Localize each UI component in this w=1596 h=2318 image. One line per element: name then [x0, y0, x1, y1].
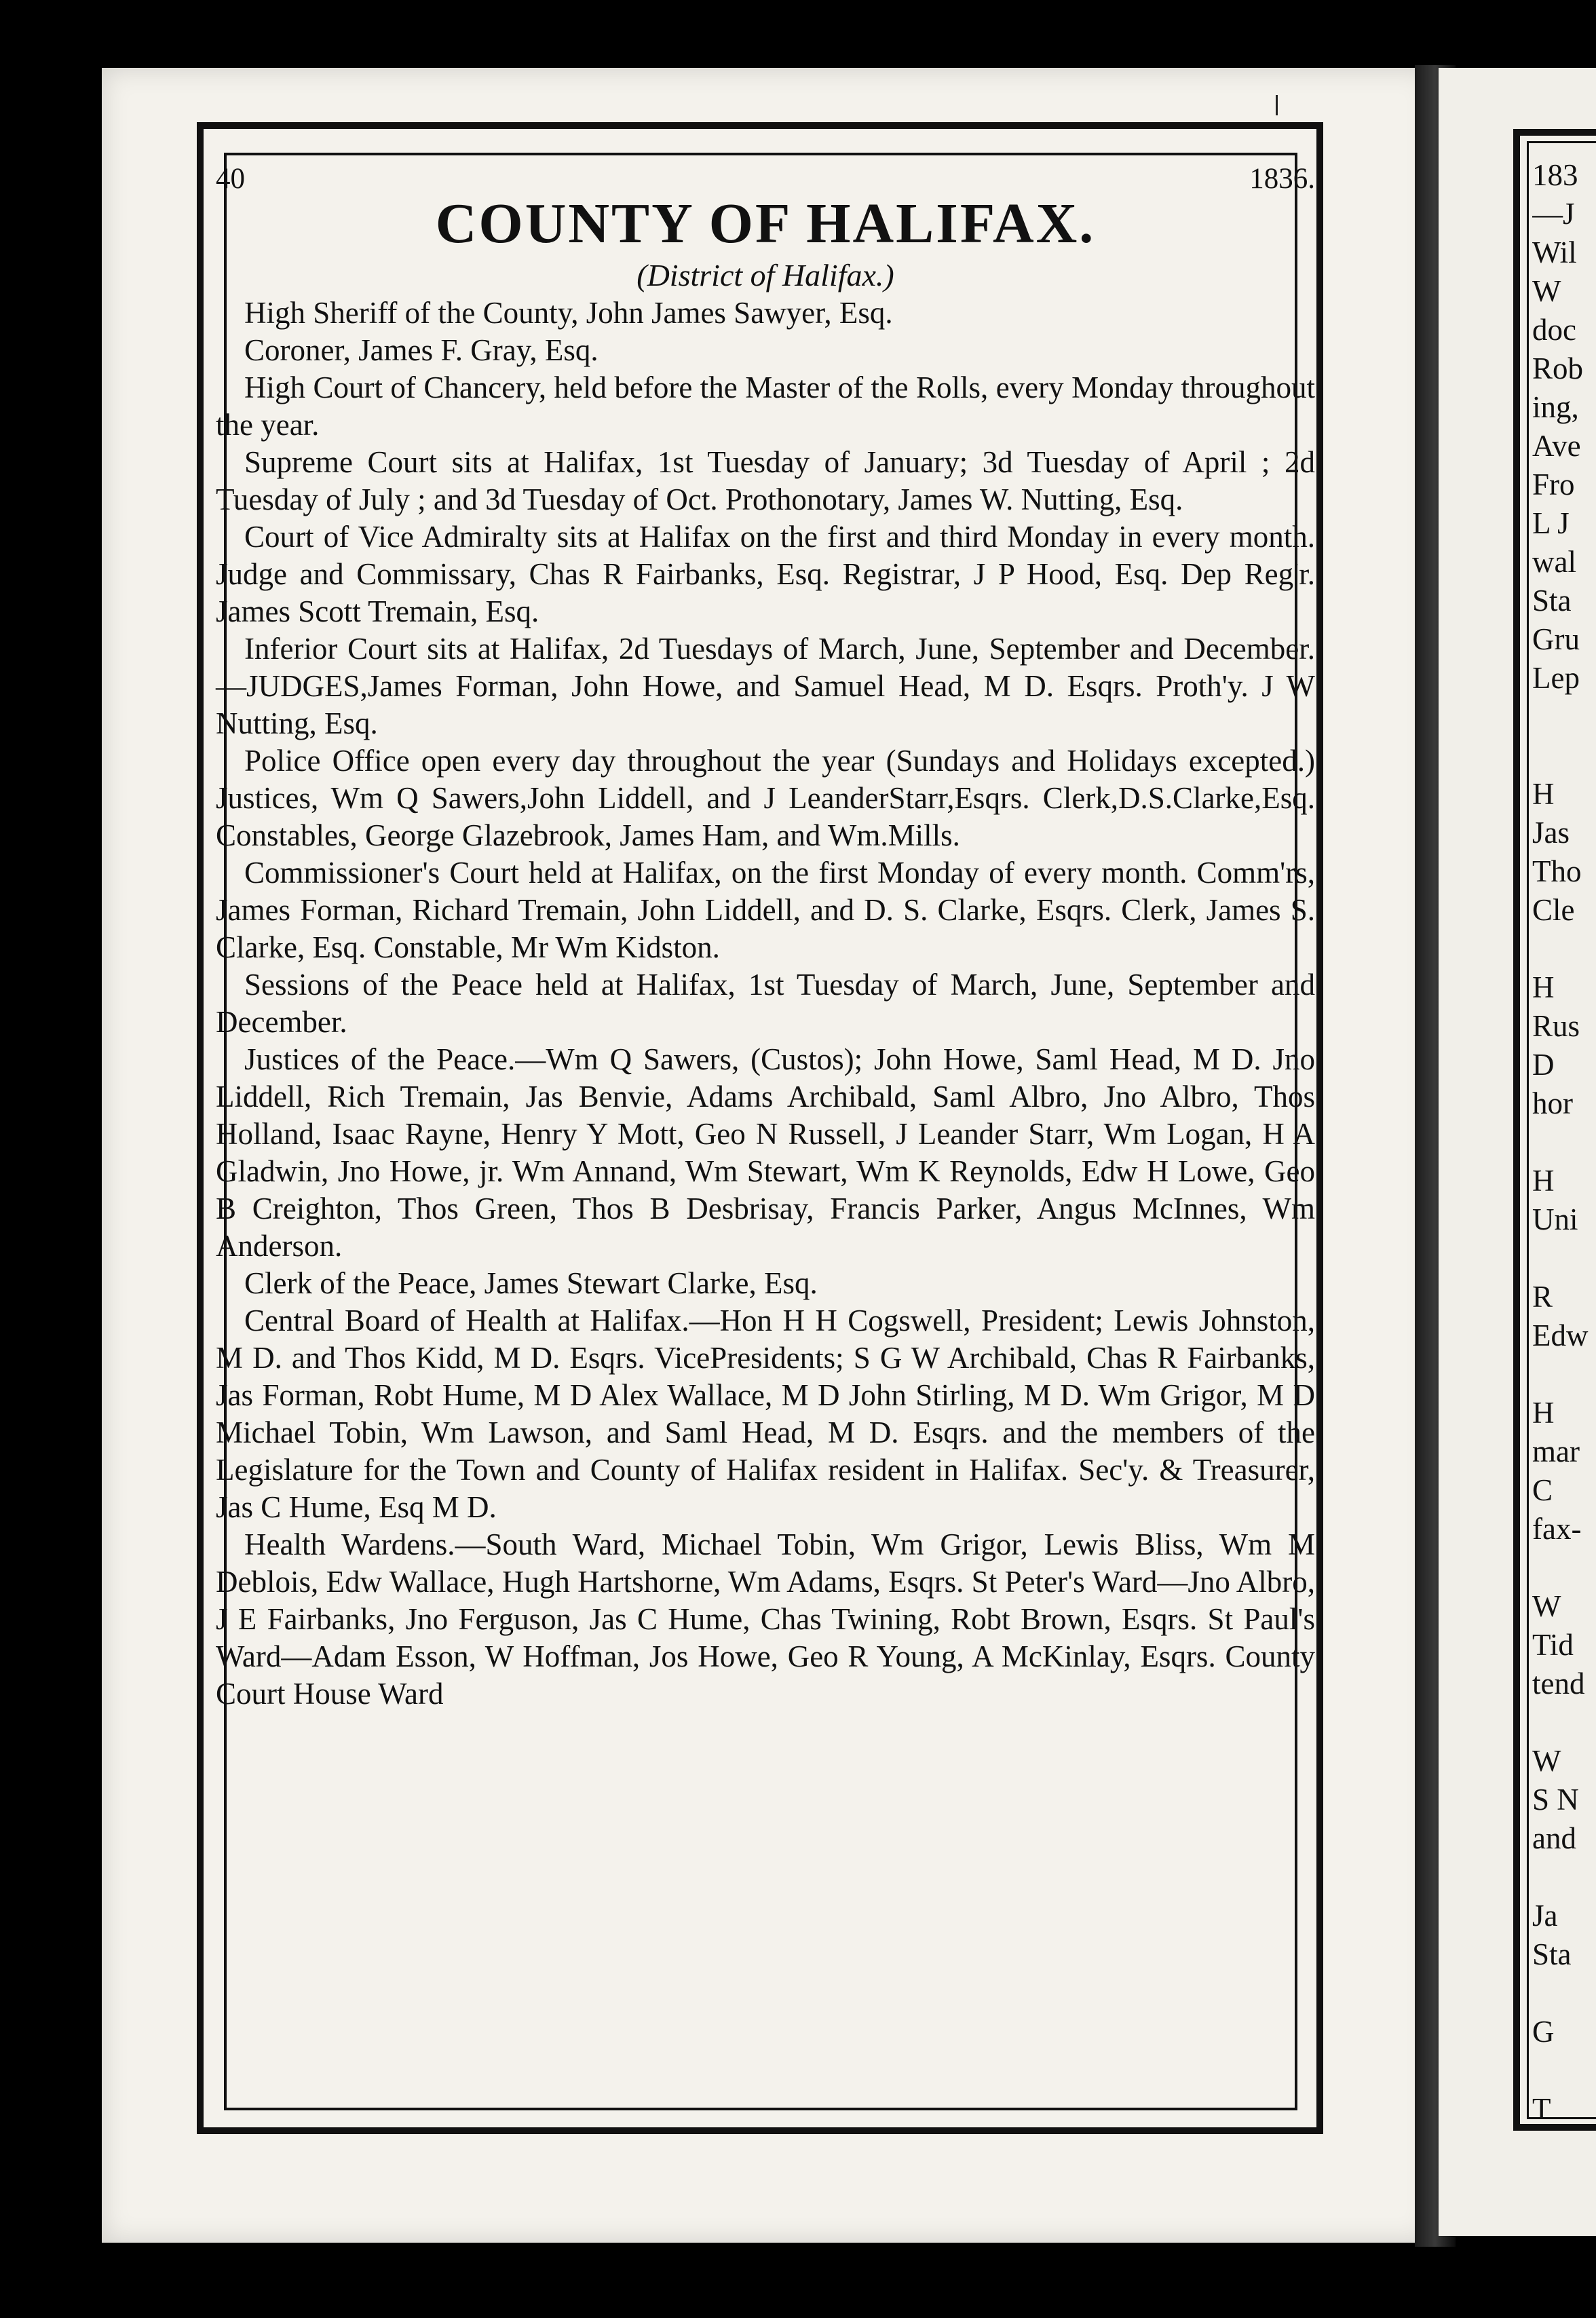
paragraph-sheriff: High Sheriff of the County, John James Sawyer, Esq. [244, 296, 893, 330]
right-page-fragment: D [1532, 1048, 1555, 1082]
paragraph-chancery: High Court of Chancery, held before the Master of the Rolls, every Monday throughout the year. [216, 370, 1315, 442]
page-text [216, 163, 1315, 1713]
right-page-fragment [1532, 2051, 1596, 2090]
paragraph-board-of-health: Central Board of Health at Halifax.—Hon H H Cogswell, President; Lewis Johnston, M D. and Thos Kidd, M D. Esqrs. VicePresidents; S G W Archibald, Chas R Fairbanks, Jas Forman, Robt Hume, M D Alex Wallace, M D John Stirling, M D. Wm Grigor, M D Michael Tobin, Wm Lawson, and Saml Head, M D. Esqrs. and the members of the Legislature for the Town and County of Halifax resident in Halifax. Sec'y. & Treasurer, Jas C Hume, Esq M D. [216, 1304, 1315, 1524]
right-page-fragment [1532, 1858, 1596, 1897]
right-page-fragment: ing, [1532, 390, 1579, 424]
right-page-fragment: Ave [1532, 429, 1581, 463]
right-page-fragment: T [1532, 2092, 1551, 2126]
right-page-fragment: doc [1532, 313, 1576, 347]
right-page-fragment: C [1532, 1473, 1553, 1507]
right-page-fragment [1532, 1123, 1596, 1162]
right-page-fragment: wal [1532, 545, 1576, 579]
right-page-fragment: H [1532, 1164, 1555, 1198]
paragraph-police-office: Police Office open every day throughout the year (Sundays and Holidays excepted.) Justices, Wm Q Sawers,John Liddell, and J LeanderStarr,Esqrs. Clerk,D.S.Clarke,Esq. Constables, George Glazebrook, James Ham, and Wm.Mills. [216, 744, 1315, 852]
paragraph-commissioners-court: Commissioner's Court held at Halifax, on the first Monday of every month. Comm'rs, James Forman, Richard Tremain, John Liddell, and D. S. Clarke, Esqrs. Clerk, James S. Clarke, Esq. Constable, Mr Wm Kidston. [216, 856, 1315, 964]
right-page-fragment: W [1532, 1744, 1561, 1778]
right-page-fragment [1532, 930, 1596, 968]
right-page-fragment: 183 [1532, 158, 1578, 192]
right-page-fragment [1532, 1548, 1596, 1587]
right-page-fragment: Edw [1532, 1318, 1589, 1352]
paragraph-clerk-peace: Clerk of the Peace, James Stewart Clarke, Esq. [244, 1266, 818, 1300]
paragraph-coroner: Coroner, James F. Gray, Esq. [244, 333, 598, 367]
right-page-fragment: Wil [1532, 235, 1577, 269]
page-year: 1836. [1249, 163, 1315, 195]
right-page-fragment: W [1532, 1589, 1561, 1623]
right-page-fragment: R [1532, 1280, 1553, 1314]
right-page-fragment [1532, 1239, 1596, 1278]
right-page-fragment: mar [1532, 1434, 1580, 1468]
paragraph-vice-admiralty: Court of Vice Admiralty sits at Halifax on the first and third Monday in every month. Judge and Commissary, Chas R Fairbanks, Esq. Registrar, J P Hood, Esq. Dep Reg'r. James Scott Tremain, Esq. [216, 520, 1315, 628]
right-page-fragment [1532, 1703, 1596, 1742]
right-page-fragment: H [1532, 970, 1555, 1004]
right-page-fragment: Fro [1532, 468, 1575, 501]
paragraph-justices: Justices of the Peace.—Wm Q Sawers, (Custos); John Howe, Saml Head, M D. Jno Liddell, Rich Tremain, Jas Benvie, Adams Archibald, Saml Albro, Jno Albro, Thos Holland, Isaac Rayne, Henry Y Mott, Geo N Russell, J Leander Starr, Wm Logan, H A Gladwin, Jno Howe, jr. Wm Annand, Wm Stewart, Wm K Reynolds, Edw H Lowe, Geo B Creighton, Thos Green, Thos B Desbrisay, Francis Parker, Angus McInnes, Wm Anderson. [216, 1042, 1315, 1263]
right-page-fragment: Ja [1532, 1899, 1558, 1933]
right-page-fragment: hor [1532, 1086, 1573, 1120]
right-page-fragment: Lep [1532, 661, 1580, 695]
right-page-fragment: S N [1532, 1783, 1579, 1817]
paragraph-inferior-court: Inferior Court sits at Halifax, 2d Tuesdays of March, June, September and December.—JUDGES,James Forman, John Howe, and Samuel Head, M D. Esqrs. Proth'y. J W Nutting, Esq. [216, 632, 1315, 740]
right-page-fragment [1532, 736, 1596, 775]
page-header [216, 163, 1315, 195]
right-page-fragment: Gru [1532, 622, 1580, 656]
right-page-text-fragments [1532, 156, 1596, 2129]
right-page-fragment: H [1532, 777, 1555, 811]
right-page-fragment: fax- [1532, 1512, 1582, 1546]
right-page-fragment: —J [1532, 197, 1575, 231]
page-title: COUNTY OF HALIFAX. [435, 192, 1096, 255]
right-page-fragment [1532, 1355, 1596, 1394]
paragraph-sessions: Sessions of the Peace held at Halifax, 1st Tuesday of March, June, September and December. [216, 968, 1315, 1039]
right-page-fragment: Sta [1532, 1937, 1572, 1971]
right-page-fragment: Tid [1532, 1628, 1574, 1662]
right-page-fragment: and [1532, 1821, 1576, 1855]
page-number: 40 [216, 163, 245, 195]
right-page-fragment: Rob [1532, 352, 1584, 385]
right-page-fragment: Rus [1532, 1009, 1580, 1043]
page-subtitle: (District of Halifax.) [636, 258, 894, 292]
right-page-fragment: Jas [1532, 816, 1570, 850]
right-page-fragment: L J [1532, 506, 1570, 540]
right-page-fragment [1532, 1974, 1596, 2013]
right-page-fragment: H [1532, 1396, 1555, 1430]
right-page-fragment: tend [1532, 1667, 1585, 1700]
right-page-fragment: Sta [1532, 584, 1572, 618]
right-page-fragment: Tho [1532, 854, 1582, 888]
paragraph-health-wardens: Health Wardens.—South Ward, Michael Tobin, Wm Grigor, Lewis Bliss, Wm M Deblois, Edw Wallace, Hugh Hartshorne, Wm Adams, Esqrs. St Peter's Ward—Jno Albro, J E Fairbanks, Jno Ferguson, Jas C Hume, Chas Twining, Robt Brown, Esqrs. St Paul's Ward—Adam Esson, W Hoffman, Jos Howe, Geo R Young, A McKinlay, Esqrs. County Court House Ward [216, 1527, 1315, 1711]
paragraph-supreme-court: Supreme Court sits at Halifax, 1st Tuesday of January; 3d Tuesday of April ; 2d Tuesday of July ; and 3d Tuesday of Oct. Prothonotary, James W. Nutting, Esq. [216, 445, 1315, 516]
right-page-fragment: W [1532, 274, 1561, 308]
right-page-fragment: G [1532, 2015, 1555, 2049]
page-mark [1276, 95, 1278, 115]
right-page-fragment: Cle [1532, 893, 1575, 927]
right-page-fragment [1532, 698, 1596, 736]
right-page-fragment: Uni [1532, 1202, 1578, 1236]
